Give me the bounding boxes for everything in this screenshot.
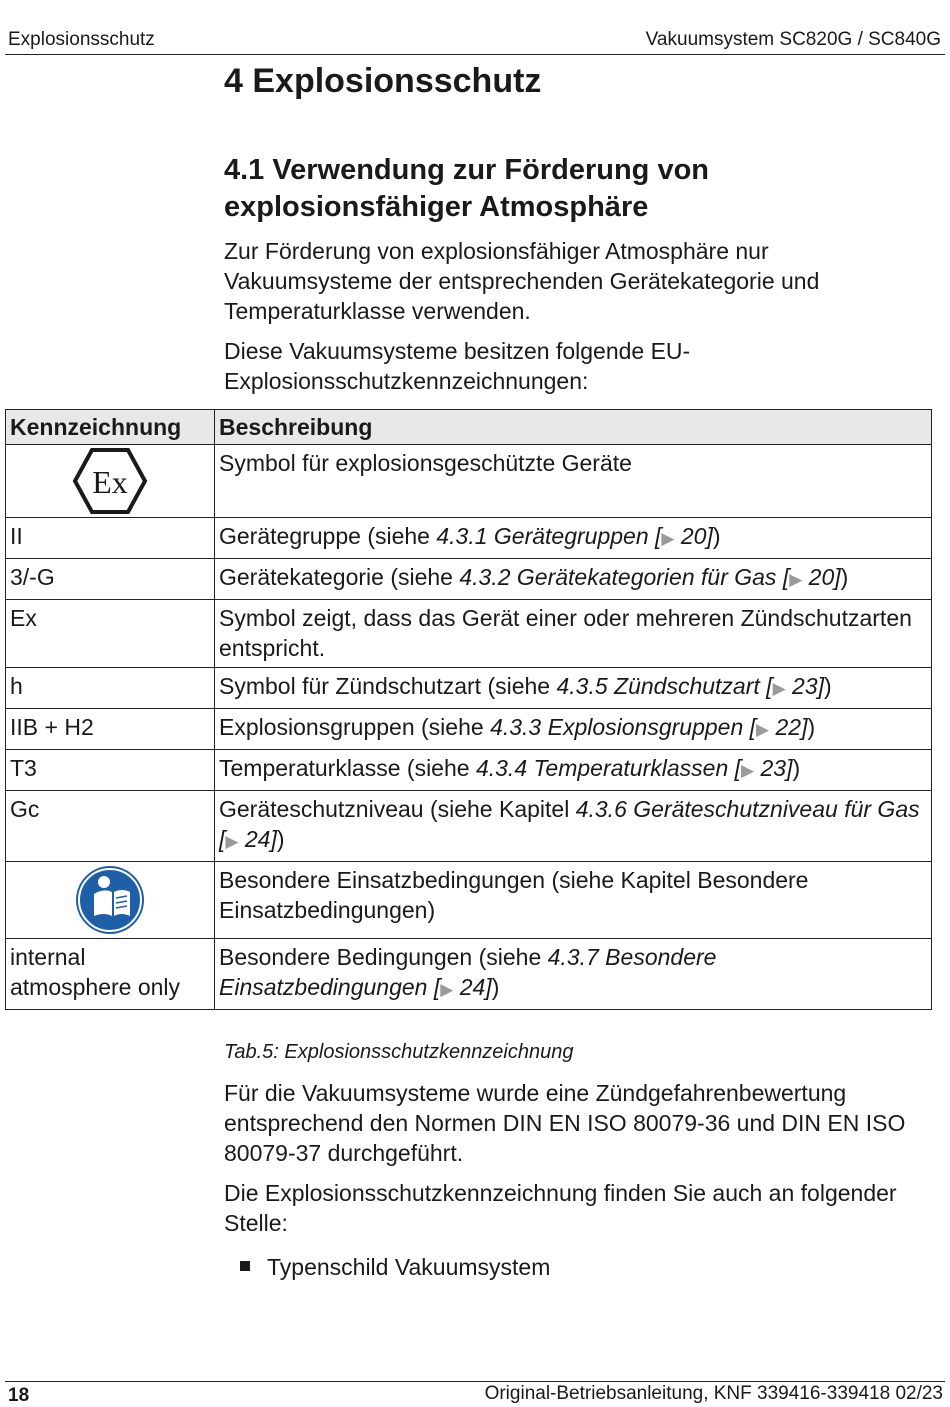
mark-cell: internal atmosphere only (6, 939, 215, 1010)
cross-reference-link[interactable]: 4.3.4 Temperaturklassen [▶ 23] (475, 755, 793, 781)
triangle-right-icon: ▶ (440, 980, 454, 999)
table-header-row (6, 410, 932, 445)
section-title (224, 152, 924, 226)
marking-table (5, 409, 932, 1010)
mark-cell: T3 (6, 750, 215, 791)
mark-cell (6, 862, 215, 939)
table-row (6, 862, 932, 939)
description-cell: Symbol für Zündschutzart (siehe 4.3.5 Zündschutzart [▶ 23]) (215, 668, 932, 709)
table-row (6, 518, 932, 559)
description-cell: Explosionsgruppen (siehe 4.3.3 Explosionsgruppen [▶ 22]) (215, 709, 932, 750)
table-row (6, 791, 932, 862)
cross-reference-link[interactable]: 4.3.7 Besondere Einsatzbedingungen [▶ 24] (219, 944, 717, 1000)
read-manual-icon (74, 864, 146, 936)
list-item-text: Typenschild Vakuumsystem (267, 1254, 551, 1280)
triangle-right-icon: ▶ (661, 529, 675, 548)
bullet-square-icon (240, 1261, 250, 1271)
description-cell: Symbol für explosionsgeschützte Geräte (215, 445, 932, 518)
list-item (240, 1252, 550, 1282)
mark-cell: Ex (6, 600, 215, 668)
description-cell: Gerätegruppe (siehe 4.3.1 Gerätegruppen [▶ 20]) (215, 518, 932, 559)
description-cell: Symbol zeigt, dass das Gerät einer oder mehreren Zündschutzarten entspricht. (215, 600, 932, 668)
table-row (6, 559, 932, 600)
table-row (6, 750, 932, 791)
table-row (6, 668, 932, 709)
triangle-right-icon: ▶ (789, 570, 803, 589)
header-rule (5, 54, 945, 55)
intro-paragraph-1: Zur Förderung von explosionsfähiger Atmosphäre nur Vakuumsysteme der entsprechenden Gerätekategorie und Temperaturklasse verwenden. (224, 238, 820, 324)
description-cell: Besondere Bedingungen (siehe 4.3.7 Besondere Einsatzbedingungen [▶ 24]) (215, 939, 932, 1010)
table-row (6, 600, 932, 668)
table-row (6, 939, 932, 1010)
footer-document-info: Original-Betriebsanleitung, KNF 339416-339418 02/23 (484, 1383, 943, 1404)
cross-reference-link[interactable]: 4.3.2 Gerätekategorien für Gas [▶ 20] (459, 564, 841, 590)
description-cell: Geräteschutzniveau (siehe Kapitel 4.3.6 Geräteschutzniveau für Gas [▶ 24]) (215, 791, 932, 862)
table-header-description: Beschreibung (215, 410, 932, 445)
chapter-title: 4 Explosionsschutz (224, 62, 542, 100)
running-header-right: Vakuumsystem SC820G / SC840G (645, 29, 941, 50)
ex-symbol-text: Ex (92, 464, 128, 500)
cross-reference-link[interactable]: 4.3.5 Zündschutzart [▶ 23] (556, 673, 825, 699)
paragraph-risk-assessment: Für die Vakuumsysteme wurde eine Zündgefahrenbewertung entsprechend den Normen DIN EN ISO 80079-36 und DIN EN ISO 80079-37 durchgeführt. (224, 1080, 906, 1166)
description-cell: Besondere Einsatzbedingungen (siehe Kapitel Besondere Einsatzbedingungen) (215, 862, 932, 939)
mark-cell: 3/-G (6, 559, 215, 600)
running-header-left: Explosionsschutz (8, 29, 155, 50)
ex-hexagon-icon (72, 447, 148, 515)
description-cell: Gerätekategorie (siehe 4.3.2 Gerätekategorien für Gas [▶ 20]) (215, 559, 932, 600)
footer-rule (5, 1381, 945, 1382)
cross-reference-link[interactable]: 4.3.3 Explosionsgruppen [▶ 22] (490, 714, 808, 740)
table-row (6, 709, 932, 750)
triangle-right-icon: ▶ (772, 679, 786, 698)
triangle-right-icon: ▶ (756, 720, 770, 739)
description-cell: Temperaturklasse (siehe 4.3.4 Temperaturklassen [▶ 23]) (215, 750, 932, 791)
mark-cell (6, 445, 215, 518)
cross-reference-link[interactable]: 4.3.6 Geräteschutzniveau für Gas [▶ 24] (219, 796, 920, 852)
mark-cell: IIB + H2 (6, 709, 215, 750)
intro-paragraph-2: Diese Vakuumsysteme besitzen folgende EU-Explosionsschutzkennzeichnungen: (224, 338, 691, 394)
cross-reference-link[interactable]: 4.3.1 Gerätegruppen [▶ 20] (436, 523, 713, 549)
mark-cell: II (6, 518, 215, 559)
page-number: 18 (8, 1385, 30, 1406)
triangle-right-icon: ▶ (741, 761, 755, 780)
table-caption: Tab.5: Explosionsschutzkennzeichnung (224, 1041, 574, 1063)
section-title-line1: 4.1 Verwendung zur Förderung von (224, 154, 709, 186)
section-title-line2: explosionsfähiger Atmosphäre (224, 191, 649, 223)
table-header-mark: Kennzeichnung (6, 410, 215, 445)
mark-cell: Gc (6, 791, 215, 862)
triangle-right-icon: ▶ (225, 832, 239, 851)
mark-cell: h (6, 668, 215, 709)
paragraph-marking-location: Die Explosionsschutzkennzeichnung finden Sie auch an folgender Stelle: (224, 1180, 897, 1236)
table-row (6, 445, 932, 518)
